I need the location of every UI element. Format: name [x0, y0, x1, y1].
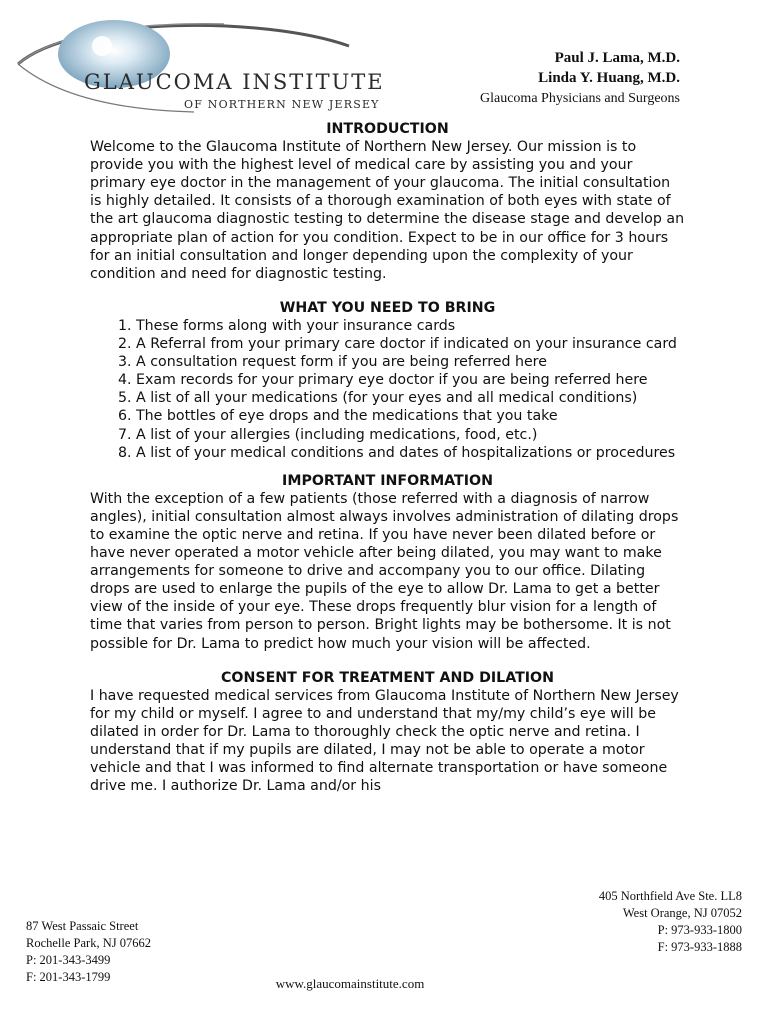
list-item: 3. A consultation request form if you are being referred here — [136, 353, 685, 371]
footer-right-fax: F: 973-933-1888 — [657, 940, 742, 954]
footer-left-city: Rochelle Park, NJ 07662 — [26, 936, 151, 950]
list-item: 4. Exam records for your primary eye doctor if you are being referred here — [136, 371, 685, 389]
doctor-list — [480, 48, 680, 110]
footer-left-phone: P: 201-343-3499 — [26, 953, 111, 967]
document-body — [90, 120, 685, 811]
bring-section — [90, 299, 685, 462]
consent-section — [90, 669, 685, 796]
list-item: 8. A list of your medical conditions and dates of hospitalizations or procedures — [136, 444, 685, 462]
important-text: With the exception of a few patients (those referred with a diagnosis of narrow angles), initial consultation almost always involves administration of dilating drops to examine the optic nerve and retina. If you have never been dilated before or have never operated a motor vehicle after being dilated, you may want to make arrangements for someone to drive and accompany you to our office. Dilating drops are used to enlarge the pupils of the eye to allow Dr. Lama to get a better view of the inside of your eye. These drops frequently blur vision for a length of time that varies from person to person. Bright lights may be bothersome. It is not possible for Dr. Lama to predict how much your vision will be affected. — [90, 490, 679, 652]
footer-right-city: West Orange, NJ 07052 — [622, 906, 742, 920]
introduction-section — [90, 120, 685, 283]
footer-address-west-orange — [599, 888, 742, 956]
practice-subtitle: Glaucoma Physicians and Surgeons — [480, 91, 680, 106]
footer-left-fax: F: 201-343-1799 — [26, 970, 111, 984]
list-item: 5. A list of all your medications (for your eyes and all medical conditions) — [136, 389, 685, 407]
introduction-text: Welcome to the Glaucoma Institute of Northern New Jersey. Our mission is to provide you with the highest level of medical care by assisting you and your primary eye doctor in the management of your glaucoma. The initial consultation is highly detailed. It consists of a thorough examination of both eyes with state of the art glaucoma diagnostic testing to determine the disease stage and develop an appropriate plan of action for you condition. Expect to be in our office for 3 hours for an initial consultation and longer depending upon the complexity of your condition and need for diagnostic testing. — [90, 139, 685, 282]
footer-right-street: 405 Northfield Ave Ste. LL8 — [598, 889, 742, 903]
list-item: 7. A list of your allergies (including medications, food, etc.) — [136, 426, 685, 444]
important-section — [90, 472, 685, 653]
logo-title: GLAUCOMA INSTITUTE — [84, 70, 385, 94]
doctor-name-1: Paul J. Lama, M.D. — [554, 50, 680, 66]
introduction-heading: INTRODUCTION — [326, 121, 449, 137]
important-heading: IMPORTANT INFORMATION — [282, 472, 493, 489]
list-item: 6. The bottles of eye drops and the medications that you take — [136, 407, 685, 425]
consent-text: I have requested medical services from Glaucoma Institute of Northern New Jersey for my child or myself. I agree to and understand that my/my child’s eye will be dilated in order for Dr. Lama to thoroughly check the optic nerve and retina. I understand that if my pupils are dilated, I may not be able to operate a motor vehicle and that I was informed to find alternate transportation or have someone drive me. I authorize Dr. Lama and/or his — [90, 687, 679, 795]
logo — [14, 14, 385, 114]
bring-heading: WHAT YOU NEED TO BRING — [279, 299, 496, 316]
logo-subtitle: OF NORTHERN NEW JERSEY — [184, 98, 380, 111]
doctor-name-2: Linda Y. Huang, M.D. — [538, 70, 680, 86]
footer-right-phone: P: 973-933-1800 — [657, 923, 742, 937]
list-item: 1. These forms along with your insurance cards — [136, 317, 685, 335]
bring-list — [90, 317, 685, 462]
consent-heading: CONSENT FOR TREATMENT AND DILATION — [221, 669, 554, 686]
list-item: 2. A Referral from your primary care doctor if indicated on your insurance card — [136, 335, 685, 353]
footer-left-street: 87 West Passaic Street — [26, 919, 139, 933]
footer-website[interactable]: www.glaucomainstitute.com — [275, 976, 425, 991]
